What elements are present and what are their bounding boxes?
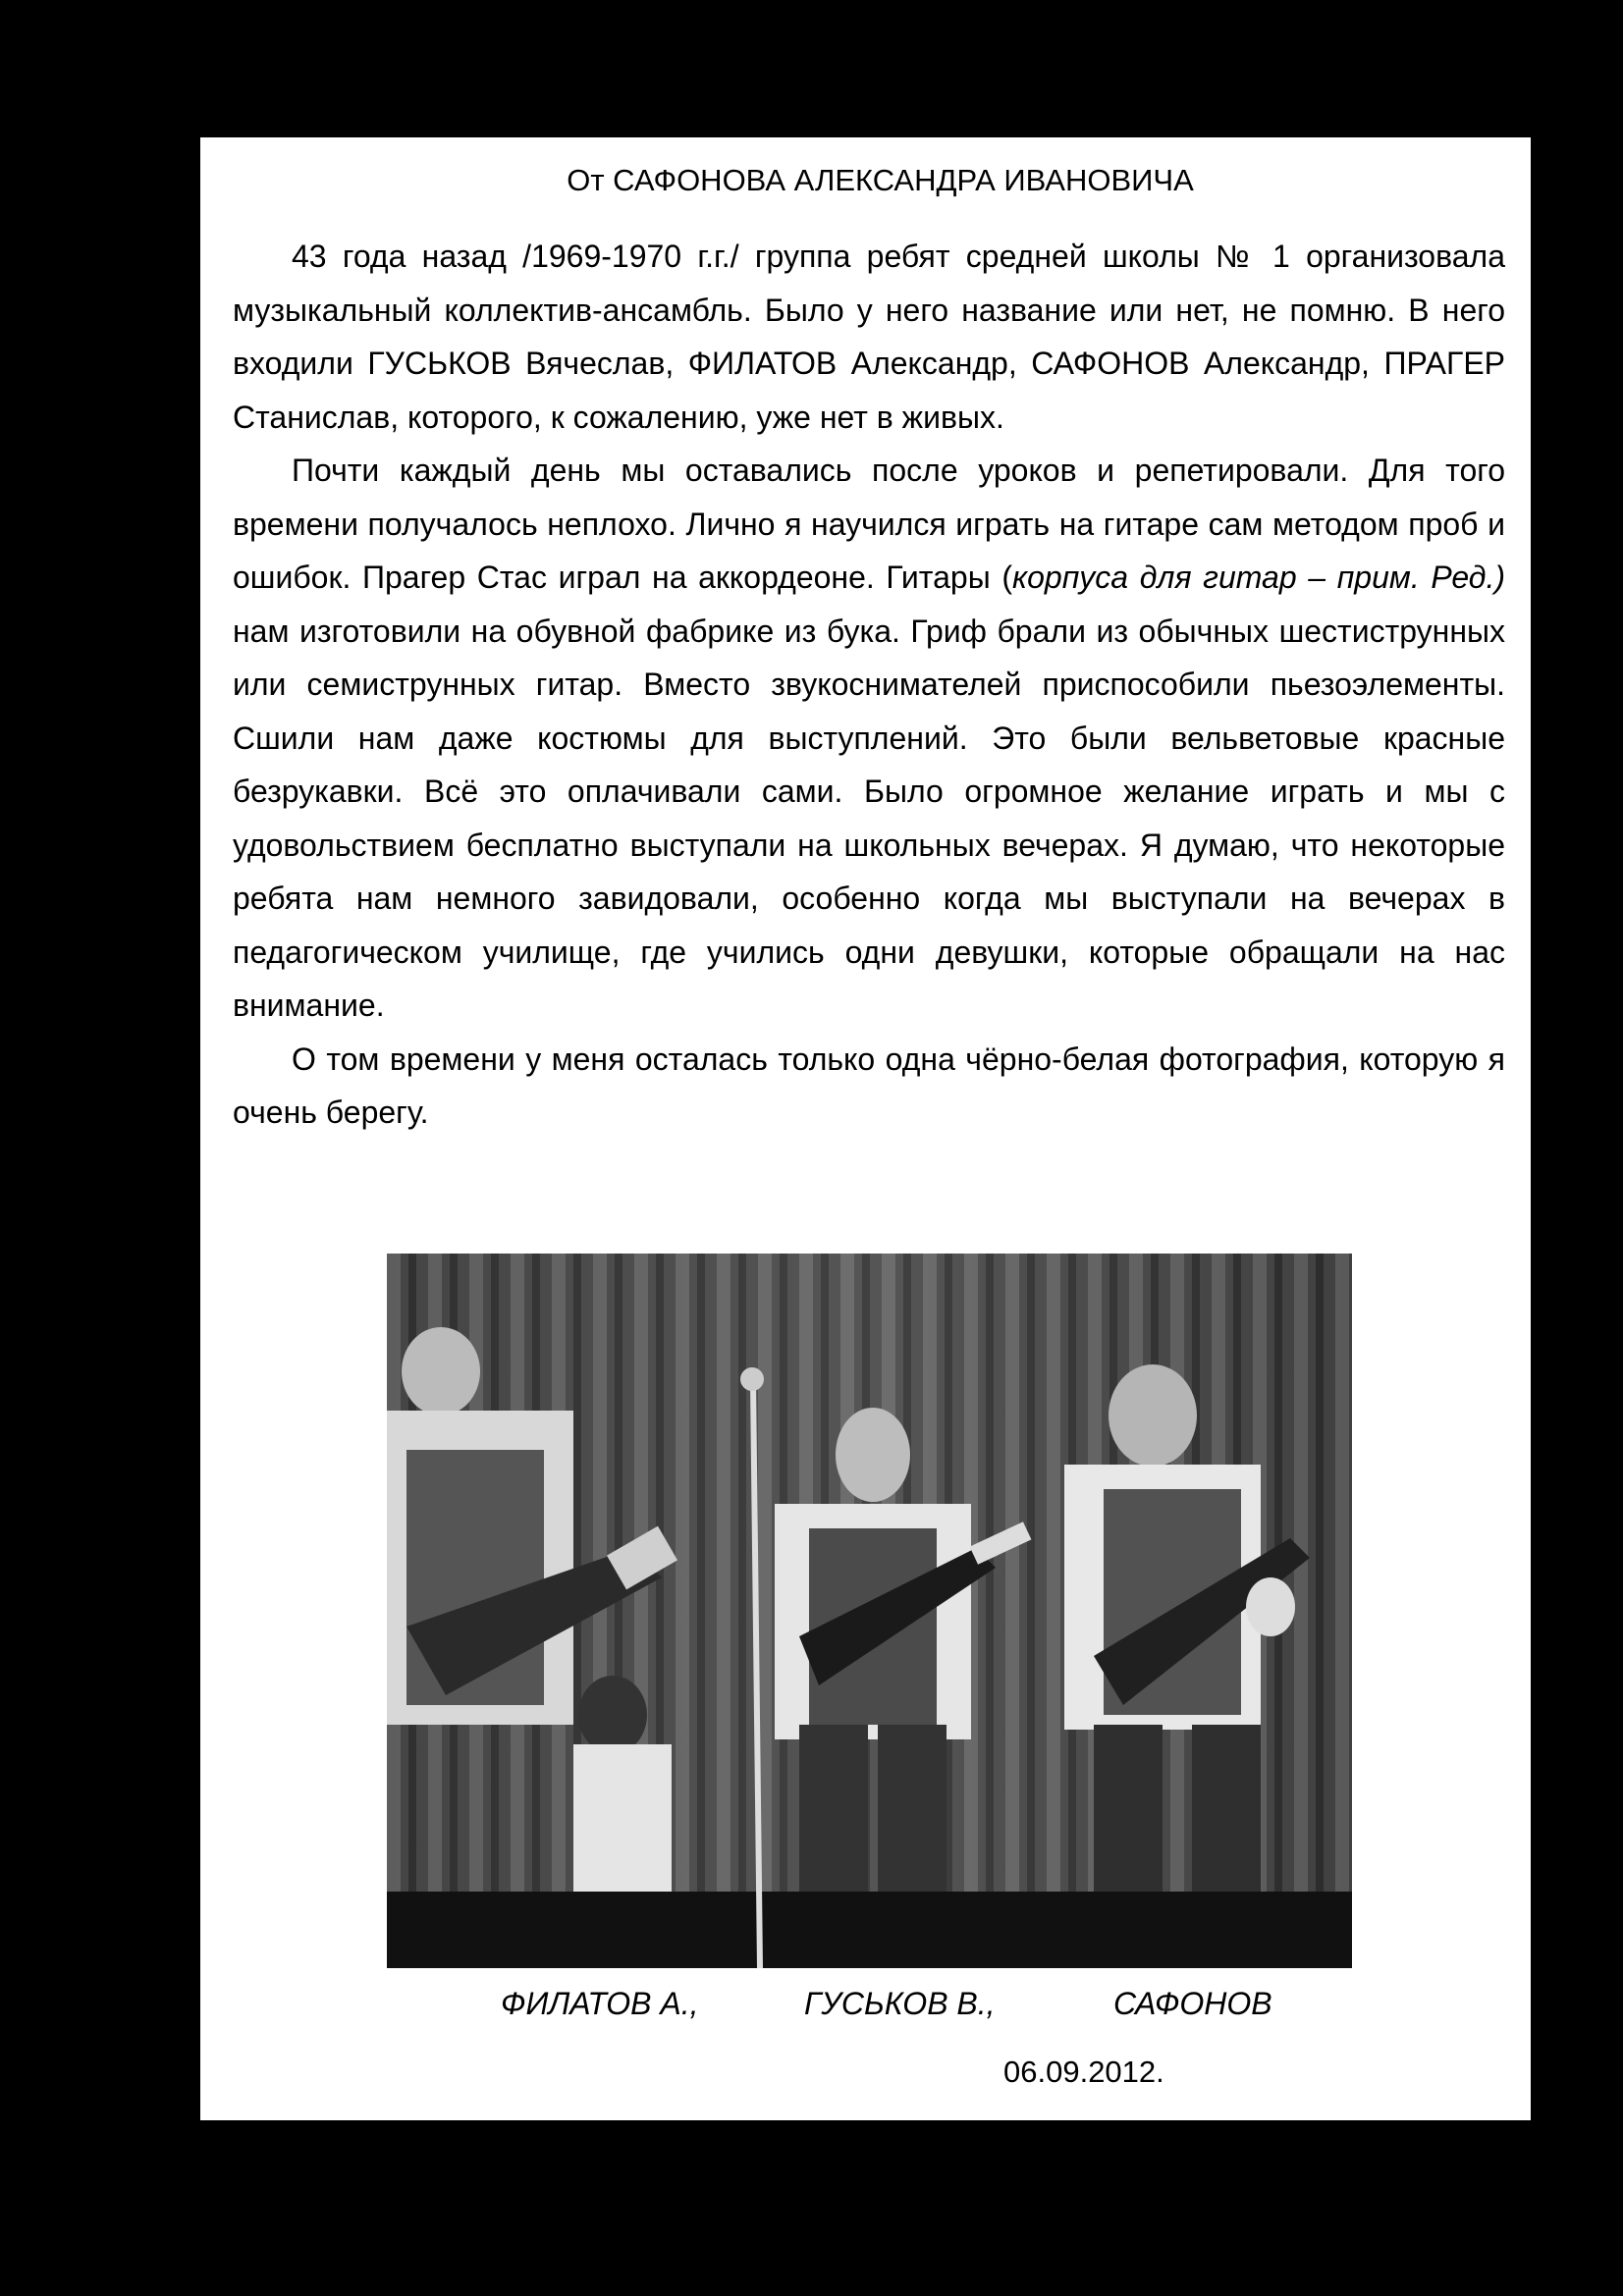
band-photo-icon <box>387 1254 1352 1968</box>
band-photo <box>387 1254 1352 1968</box>
paragraph-2-end: нам изготовили на обувной фабрике из бука. Гриф брали из обычных шестиструнных или семиструнных гитар. Вместо звукоснимателей приспособили пьезоэлементы. Сшили нам даже костюмы для выступлений. Это были вельветовые красные безрукавки. Всё это оплачивали сами. Было огромное желание играть и мы с удовольствием бесплатно выступали на школьных вечерах. Я думаю, что некоторые ребята нам немного завидовали, особенно когда мы выступали на вечерах в педагогическом училище, где учились одни девушки, которые обращали на нас внимание. <box>233 613 1505 1023</box>
paragraph-2-italic-note: корпуса для гитар – прим. Ред.) <box>1011 560 1506 595</box>
paragraph-2-start: Почти каждый день мы оставались после уроков и репетировали. Для того времени получалось неплохо. Лично я научился играть на гитаре сам методом проб и ошибок. Прагер Стас играл на аккордеоне. Гитары ( <box>233 453 1505 595</box>
document-heading: От САФОНОВА АЛЕКСАНДРА ИВАНОВИЧА <box>567 163 1194 197</box>
caption-safonov: САФОНОВ <box>1113 1986 1272 2021</box>
document-page <box>200 137 1531 2120</box>
paragraph-3: О том времени у меня осталась только одна чёрно-белая фотография, которую я очень берегу. <box>233 1041 1505 1130</box>
caption-guskov: ГУСЬКОВ В., <box>804 1986 996 2021</box>
document-body <box>233 230 1505 1140</box>
paragraph-1: 43 года назад /1969-1970 г.г./ группа ребят средней школы № 1 организовала музыкальный коллектив-ансамбль. Было у него название или нет, не помню. В него входили ГУСЬКОВ Вячеслав, ФИЛАТОВ Александр, САФОНОВ Александр, ПРАГЕР Станислав, которого, к сожалению, уже нет в живых. <box>233 239 1505 435</box>
document-date: 06.09.2012. <box>1003 2055 1164 2089</box>
caption-filatov: ФИЛАТОВ А., <box>501 1986 699 2021</box>
photo-captions <box>200 1979 1531 2028</box>
paragraph-2 <box>233 444 1505 1033</box>
